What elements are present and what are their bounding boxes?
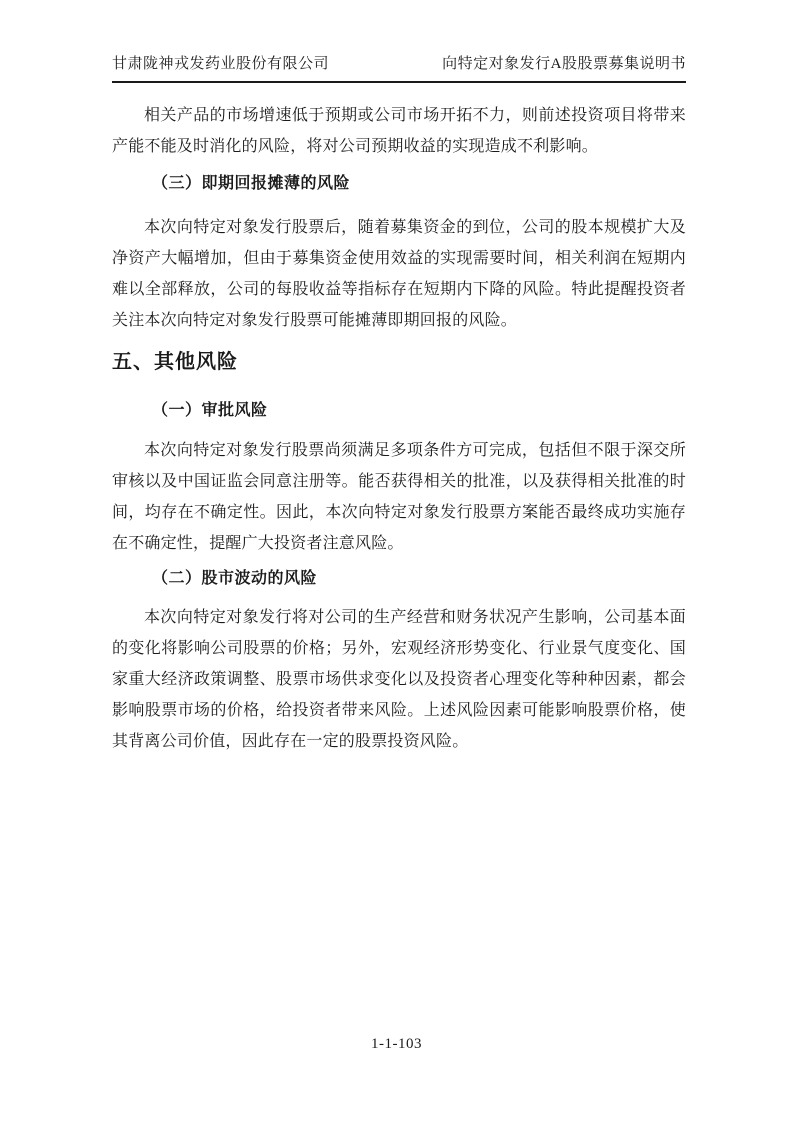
header-company-name: 甘肃陇神戎发药业股份有限公司 (112, 56, 330, 72)
heading-chapter-5-other-risks: 五、其他风险 (112, 351, 238, 373)
header-document-title: 向特定对象发行A股股票募集说明书 (442, 56, 686, 72)
page-header (112, 0, 686, 83)
heading-section-2-stock-market-volatility-risk: （二）股市波动的风险 (152, 570, 318, 587)
paragraph-approval-risk-detail: 本次向特定对象发行股票尚须满足多项条件方可完成，包括但不限于深交所审核以及中国证监会同意注册等。能否获得相关的批准，以及获得相关批准的时间，均存在不确定性。因此，本次向特定对象发行股票方案能否最终成功实施存在不确定性，提醒广大投资者注意风险。 (112, 442, 686, 552)
paragraph-capacity-absorption-risk: 相关产品的市场增速低于预期或公司市场开拓不力，则前述投资项目将带来产能不能及时消化的风险，将对公司预期收益的实现造成不利影响。 (112, 107, 686, 155)
heading-section-1-approval-risk: （一）审批风险 (152, 402, 268, 419)
page-number: 1-1-103 (371, 1036, 422, 1052)
paragraph-stock-volatility-risk-detail: 本次向特定对象发行将对公司的生产经营和财务状况产生影响，公司基本面的变化将影响公司股票的价格；另外，宏观经济形势变化、行业景气度变化、国家重大经济政策调整、股票市场供求变化以及投资者心理变化等种种因素，都会影响股票市场的价格，给投资者带来风险。上述风险因素可能影响股票价格，使其背离公司价值，因此存在一定的股票投资风险。 (112, 609, 686, 750)
page-content (112, 0, 686, 757)
paragraph-dilution-risk-detail: 本次向特定对象发行股票后，随着募集资金的到位，公司的股本规模扩大及净资产大幅增加，但由于募集资金使用效益的实现需要时间，相关利润在短期内难以全部释放，公司的每股收益等指标存在短期内下降的风险。特此提醒投资者关注本次向特定对象发行股票可能摊薄即期回报的风险。 (112, 219, 686, 329)
page-footer (0, 1036, 793, 1053)
heading-section-3-immediate-return-dilution-risk: （三）即期回报摊薄的风险 (152, 175, 351, 192)
